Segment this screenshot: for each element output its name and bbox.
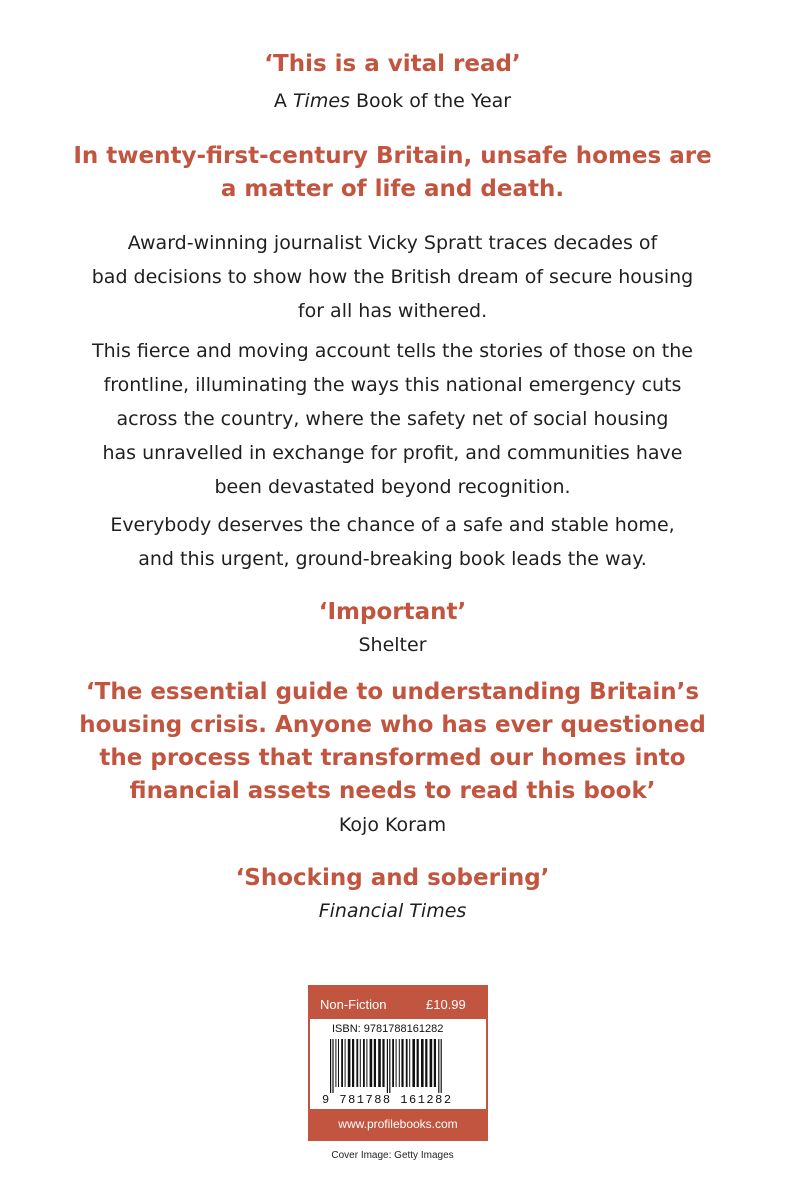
headline [0, 140, 785, 206]
headline-line: a matter of life and death. [220, 176, 565, 202]
barcode-header [310, 987, 486, 1019]
paragraph-line: Award-winning journalist Vicky Spratt traces decades of [127, 232, 658, 254]
barcode-bar [409, 1039, 410, 1087]
barcode-bar [382, 1039, 384, 1087]
quote-koram [0, 676, 785, 808]
quote-shelter-source: Shelter [358, 634, 427, 656]
barcode-bar [360, 1039, 361, 1087]
barcode-image [330, 1039, 470, 1093]
barcode-bar [389, 1039, 390, 1093]
barcode-bar [387, 1039, 388, 1093]
barcode-bar [335, 1039, 336, 1087]
barcode-bar [338, 1039, 339, 1087]
paragraph-line: for all has withered. [297, 300, 488, 322]
barcode-bar [341, 1039, 343, 1087]
barcode-bar [363, 1039, 365, 1087]
paragraph-account [0, 334, 785, 504]
barcode-bar [356, 1039, 358, 1087]
attribution-prefix: A [273, 90, 293, 112]
publisher-website: www.profilebooks.com [310, 1109, 486, 1139]
quote-ft: ‘Shocking and sobering’ [235, 865, 550, 891]
barcode-bar [392, 1039, 394, 1087]
barcode-box [308, 985, 488, 1141]
barcode-bar [441, 1039, 442, 1093]
barcode-bar [417, 1039, 419, 1087]
barcode-bar [370, 1039, 373, 1087]
quote-koram-source: Kojo Koram [338, 814, 447, 836]
paragraph-line: This fierce and moving account tells the stories of those on the [92, 340, 693, 362]
barcode-bar [412, 1039, 415, 1087]
barcode-bar [378, 1039, 381, 1087]
quote-ft-source: Financial Times [318, 900, 467, 922]
paragraph-line: and this urgent, ground-breaking book leads the way. [138, 548, 647, 570]
barcode-bar [430, 1039, 433, 1087]
attribution-suffix: Book of the Year [349, 90, 512, 112]
barcode-digits: 9 781788 161282 [322, 1093, 453, 1107]
barcode-bar [345, 1039, 346, 1087]
barcode-bar [330, 1039, 331, 1093]
header-attribution [0, 88, 785, 114]
barcode-bar [396, 1039, 397, 1087]
barcode-bar [348, 1039, 351, 1087]
barcode-bar [332, 1039, 333, 1093]
barcode-bar [374, 1039, 376, 1087]
paragraph-line: bad decisions to show how the British dream of secure housing [91, 266, 694, 288]
paragraph-intro [0, 226, 785, 328]
barcode-bar [401, 1039, 403, 1087]
barcode-bar [399, 1039, 400, 1087]
headline-line: In twenty-first-century Britain, unsafe homes are [73, 143, 712, 169]
barcode-bar [352, 1039, 354, 1087]
barcode-bar [421, 1039, 424, 1087]
barcode-bar [406, 1039, 408, 1087]
price-label: £10.99 [426, 997, 466, 1012]
barcode-bar [434, 1039, 436, 1087]
quote-line: ‘The essential guide to understanding Britain’s [85, 679, 700, 705]
isbn-label: ISBN: 9781788161282 [332, 1023, 444, 1035]
attribution-italic: Times [292, 90, 350, 112]
cover-credit: Cover Image: Getty Images [331, 1150, 454, 1161]
paragraph-line: been devastated beyond recognition. [214, 476, 571, 498]
paragraph-line: has unravelled in exchange for profit, and communities have [102, 442, 683, 464]
quote-shelter: ‘Important’ [318, 599, 467, 625]
paragraph-closing [0, 508, 785, 576]
barcode-bar [438, 1039, 439, 1093]
category-label: Non-Fiction [320, 997, 387, 1012]
quote-line: financial assets needs to read this book’ [129, 778, 656, 804]
quote-line: the process that transformed our homes into [99, 745, 686, 771]
header-quote: ‘This is a vital read’ [264, 51, 521, 77]
paragraph-line: frontline, illuminating the ways this national emergency cuts [103, 374, 682, 396]
barcode-bar [366, 1039, 367, 1087]
quote-line: housing crisis. Anyone who has ever questioned [79, 712, 706, 738]
barcode-bar [425, 1039, 427, 1087]
paragraph-line: across the country, where the safety net of social housing [116, 408, 669, 430]
paragraph-line: Everybody deserves the chance of a safe and stable home, [110, 514, 675, 536]
